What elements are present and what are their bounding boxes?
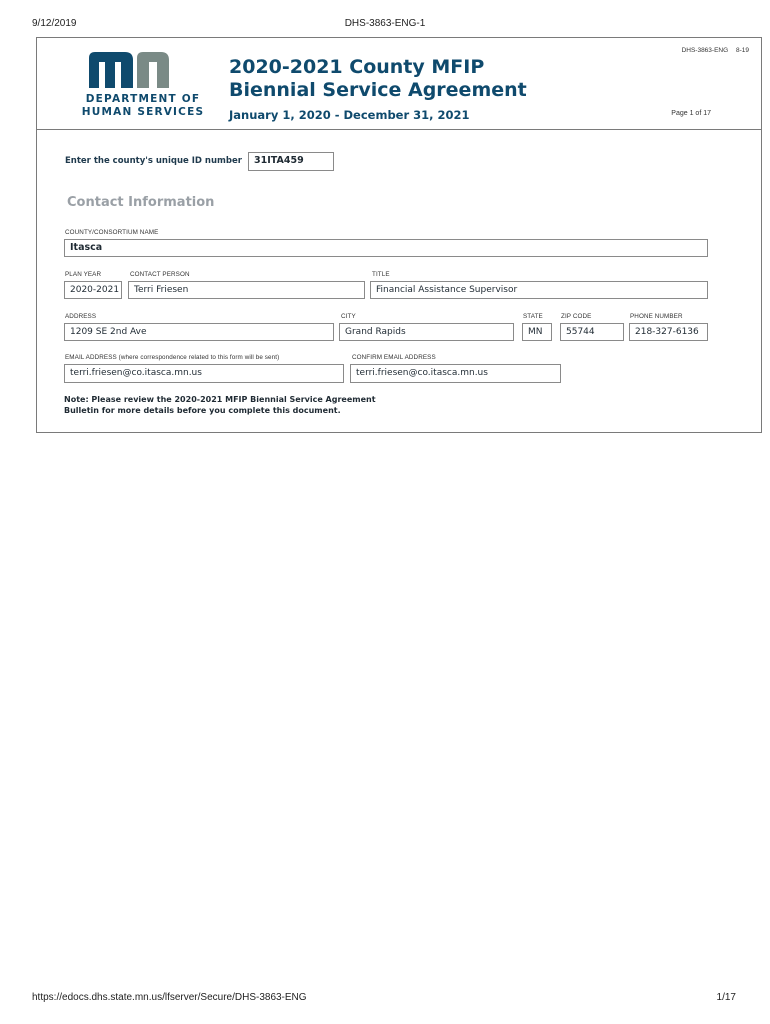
contact-person-field[interactable]: Terri Friesen [128, 281, 365, 299]
logo-letters: mn [87, 52, 89, 53]
county-name-label: COUNTY/CONSORTIUM NAME [65, 229, 159, 236]
print-header [0, 18, 770, 32]
zip-label: ZIP CODE [561, 313, 592, 320]
print-footer [0, 992, 770, 1006]
dhs-logo-text [61, 93, 225, 119]
confirm-email-label: CONFIRM EMAIL ADDRESS [352, 354, 436, 361]
phone-label: PHONE NUMBER [630, 313, 683, 320]
zip-field[interactable]: 55744 [560, 323, 624, 341]
email-label: EMAIL ADDRESS (where correspondence related to this form will be sent) [65, 354, 280, 361]
city-label: CITY [341, 313, 356, 320]
page-indicator: Page 1 of 17 [671, 110, 711, 117]
form-title-line-2: Biennial Service Agreement [229, 79, 527, 101]
title-label: TITLE [372, 271, 390, 278]
title-field[interactable]: Financial Assistance Supervisor [370, 281, 708, 299]
print-date: 9/12/2019 [32, 18, 77, 29]
section-title-contact: Contact Information [67, 195, 215, 210]
contact-person-label: CONTACT PERSON [130, 271, 190, 278]
form-code-id: DHS-3863-ENG [681, 47, 729, 54]
address-label: ADDRESS [65, 313, 97, 320]
county-name-field[interactable]: Itasca [64, 239, 708, 257]
date-range: January 1, 2020 - December 31, 2021 [229, 108, 470, 122]
form-header [37, 38, 761, 130]
form-title-line-1: 2020-2021 County MFIP [229, 56, 485, 78]
county-id-field[interactable]: 31ITA459 [248, 152, 334, 171]
print-url: https://edocs.dhs.state.mn.us/lfserver/Secure/DHS-3863-ENG [32, 992, 307, 1003]
print-page-number: 1/17 [716, 992, 736, 1003]
plan-year-label: PLAN YEAR [65, 271, 102, 278]
state-label: STATE [523, 313, 543, 320]
title-block [229, 56, 589, 122]
email-field[interactable]: terri.friesen@co.itasca.mn.us [64, 364, 344, 383]
dhs-logo [61, 52, 221, 122]
dept-line-2: HUMAN SERVICES [81, 106, 205, 118]
form-page [36, 37, 762, 433]
plan-year-field[interactable]: 2020-2021 [64, 281, 122, 299]
county-id-label: Enter the county's unique ID number [65, 156, 242, 166]
mn-logo-icon [87, 52, 183, 88]
form-code [682, 47, 749, 54]
note-line-2: Bulletin for more details before you complete this document. [64, 406, 341, 415]
note-line-1: Note: Please review the 2020-2021 MFIP Biennial Service Agreement [64, 395, 376, 404]
address-field[interactable]: 1209 SE 2nd Ave [64, 323, 334, 341]
phone-field[interactable]: 218-327-6136 [629, 323, 708, 341]
review-note [64, 394, 484, 416]
dept-line-1: DEPARTMENT OF [85, 93, 201, 105]
print-doc-title: DHS-3863-ENG-1 [344, 18, 426, 29]
confirm-email-field[interactable]: terri.friesen@co.itasca.mn.us [350, 364, 561, 383]
state-field[interactable]: MN [522, 323, 552, 341]
city-field[interactable]: Grand Rapids [339, 323, 514, 341]
form-version: 8-19 [735, 47, 749, 54]
